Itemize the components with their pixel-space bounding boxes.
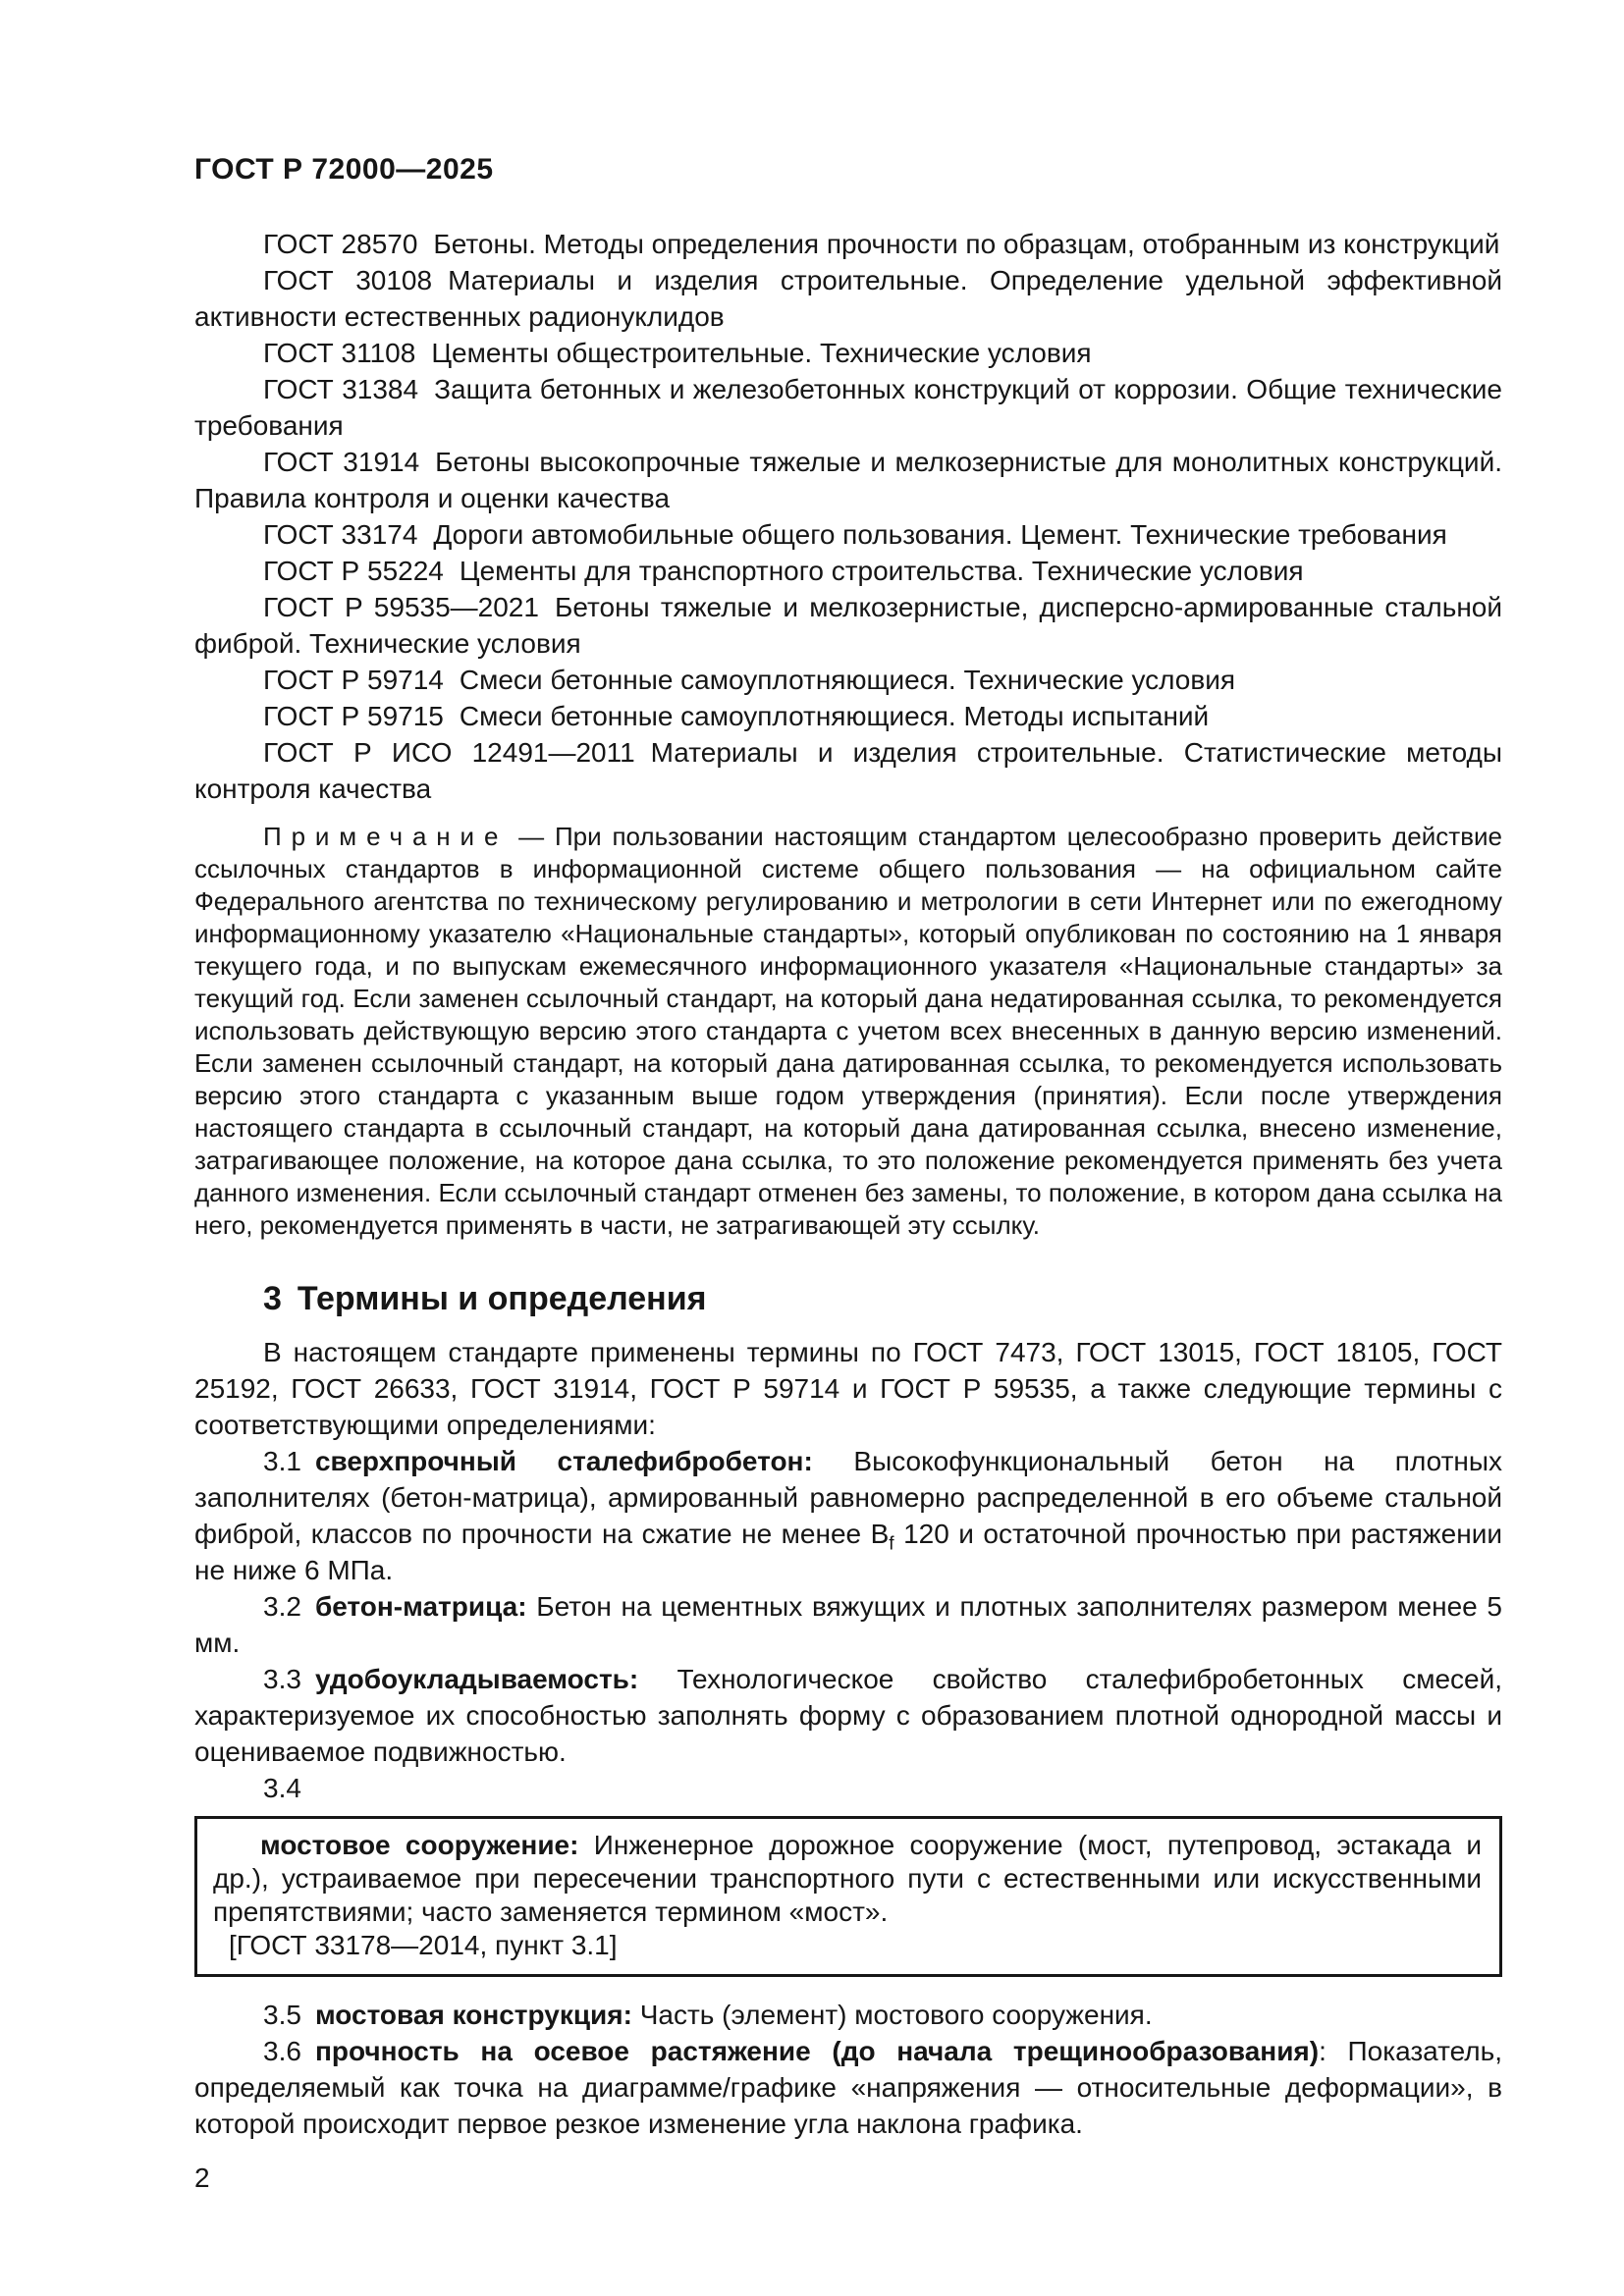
section-intro: В настоящем стандарте применены термины по ГОСТ 7473, ГОСТ 13015, ГОСТ 18105, ГОСТ 25192, ГОСТ 26633, ГОСТ 31914, ГОСТ Р 59714 и ГОСТ Р 59535, а также следующие термины с соответствующими определениями: <box>194 1337 1502 1440</box>
reference-item <box>194 698 1502 734</box>
page-number: 2 <box>194 2163 210 2193</box>
term-name: мостовая конструкция: <box>314 2000 632 2030</box>
term-definition: Инженерное дорожное сооружение (мост, путепровод, эстакада и др.), устраиваемое при пересечении транспортного пути с естественными или искусственными препятствиями; часто заменяется термином «мост». <box>213 1830 1482 1927</box>
term-number: 3.1 <box>263 1446 301 1476</box>
section-body <box>194 1334 1502 2142</box>
term-definition: Высокофункциональный бетон на плотных заполнителях (бетон-матрица), армированный равномерно распределенной в его объеме стальной фиброй, классов по прочности на сжатие не менее В <box>194 1446 1502 1549</box>
term-3-4 <box>194 1770 1502 1806</box>
section-heading <box>263 1277 1502 1320</box>
reference-code: ГОСТ Р 55224 <box>263 556 444 586</box>
term-number: 3.6 <box>263 2036 301 2066</box>
reference-title: Бетоны. Методы определения прочности по образцам, отобранным из конструкций <box>433 229 1500 259</box>
note-text: — При пользовании настоящим стандартом целесообразно проверить действие ссылочных стандартов в информационной системе общего пользования — на официальном сайте Федерального агентства по техническому регулированию и метрологии в сети Интернет или по ежегодному информационному указателю «Национальные стандарты», который опубликован по состоянию на 1 января текущего года, и по выпускам ежемесячного информационного указателя «Национальные стандарты» за текущий год. Если заменен ссылочный стандарт, на который дана недатированная ссылка, то рекомендуется использовать действующую версию этого стандарта с учетом всех внесенных в данную версию изменений. Если заменен ссылочный стандарт, на который дана датированная ссылка, то рекомендуется использовать версию этого стандарта с указанным выше годом утверждения (принятия). Если после утверждения настоящего стандарта в ссылочный стандарт, на который дана датированная ссылка, внесено изменение, затрагивающее положение, на которое дана ссылка, то это положение рекомендуется применять без учета данного изменения. Если ссылочный стандарт отменен без замены, то положение, в котором дана ссылка на него, рекомендуется применять в части, не затрагивающей эту ссылку. <box>194 822 1502 1240</box>
reference-title: Бетоны высокопрочные тяжелые и мелкозернистые для монолитных конструкций. Правила контроля и оценки качества <box>194 447 1502 513</box>
term-3-5 <box>194 1997 1502 2033</box>
term-3-2 <box>194 1588 1502 1661</box>
term-3-6 <box>194 2033 1502 2142</box>
reference-code: ГОСТ Р 59535—2021 <box>263 592 539 622</box>
boxed-term-paragraph <box>213 1829 1482 1929</box>
reference-code: ГОСТ 31384 <box>263 374 419 404</box>
term-3-3 <box>194 1661 1502 1770</box>
reference-code: ГОСТ Р 59715 <box>263 701 444 731</box>
term-number: 3.3 <box>263 1664 301 1694</box>
reference-item <box>194 262 1502 335</box>
reference-code: ГОСТ 33174 <box>263 519 418 550</box>
term-name: прочность на осевое растяжение (до начала трещинообразования) <box>314 2036 1320 2066</box>
reference-item <box>194 662 1502 698</box>
subscript-f: f <box>889 1533 894 1555</box>
term-definition: 120 и остаточной прочностью при растяжении не ниже 6 МПа. <box>194 1519 1502 1585</box>
boxed-term-source: [ГОСТ 33178—2014, пункт 3.1] <box>229 1930 618 1960</box>
boxed-definition <box>194 1816 1502 1977</box>
reference-title: Цементы для транспортного строительства. Технические условия <box>459 556 1304 586</box>
reference-item <box>194 226 1502 262</box>
term-number: 3.5 <box>263 2000 301 2030</box>
term-number: 3.2 <box>263 1591 301 1622</box>
reference-item <box>194 589 1502 662</box>
reference-title: Смеси бетонные самоуплотняющиеся. Технические условия <box>459 665 1236 695</box>
term-number: 3.4 <box>263 1773 301 1803</box>
term-definition: Часть (элемент) мостового сооружения. <box>639 2000 1153 2030</box>
running-header: ГОСТ Р 72000—2025 <box>194 153 494 186</box>
reference-code: ГОСТ 30108 <box>263 265 433 295</box>
references-list <box>194 226 1502 807</box>
reference-title: Материалы и изделия строительные. Определение удельной эффективной активности естественных радионуклидов <box>194 265 1503 332</box>
reference-code: ГОСТ 31108 <box>263 338 416 368</box>
term-name: удобоукладываемость: <box>314 1664 639 1694</box>
reference-item <box>194 335 1502 371</box>
reference-title: Смеси бетонные самоуплотняющиеся. Методы испытаний <box>459 701 1210 731</box>
section-number: 3 <box>263 1280 282 1317</box>
term-name: сверхпрочный сталефибробетон: <box>314 1446 813 1476</box>
term-definition: Бетон на цементных вяжущих и плотных заполнителях размером менее 5 мм. <box>194 1591 1502 1658</box>
reference-title: Бетоны тяжелые и мелкозернистые, дисперсно-армированные стальной фиброй. Технические условия <box>194 592 1502 659</box>
section-title: Термины и определения <box>297 1280 707 1317</box>
reference-item <box>194 371 1502 444</box>
term-3-1 <box>194 1443 1502 1588</box>
reference-code: ГОСТ Р 59714 <box>263 665 444 695</box>
reference-code: ГОСТ 31914 <box>263 447 420 477</box>
reference-code: ГОСТ 28570 <box>263 229 418 259</box>
term-definition: Технологическое свойство сталефибробетонных смесей, характеризуемое их способностью заполнять форму с образованием плотной однородной массы и оцениваемое подвижностью. <box>194 1664 1503 1767</box>
reference-item <box>194 516 1502 553</box>
term-definition: : Показатель, определяемый как точка на диаграмме/графике «напряжения — относительные деформации», в которой происходит первое резкое изменение угла наклона графика. <box>194 2036 1502 2139</box>
note-label: Примечание <box>263 822 509 851</box>
reference-title: Дороги автомобильные общего пользования. Цемент. Технические требования <box>433 519 1447 550</box>
reference-item <box>194 734 1502 807</box>
note-paragraph <box>194 821 1502 1242</box>
reference-item <box>194 553 1502 589</box>
reference-title: Материалы и изделия строительные. Статистические методы контроля качества <box>194 737 1502 804</box>
reference-code: ГОСТ Р ИСО 12491—2011 <box>263 737 635 768</box>
term-name: бетон-матрица: <box>314 1591 527 1622</box>
reference-title: Защита бетонных и железобетонных конструкций от коррозии. Общие технические требования <box>194 374 1503 441</box>
reference-title: Цементы общестроительные. Технические условия <box>431 338 1092 368</box>
reference-item <box>194 444 1502 516</box>
term-name: мостовое сооружение: <box>260 1830 579 1860</box>
